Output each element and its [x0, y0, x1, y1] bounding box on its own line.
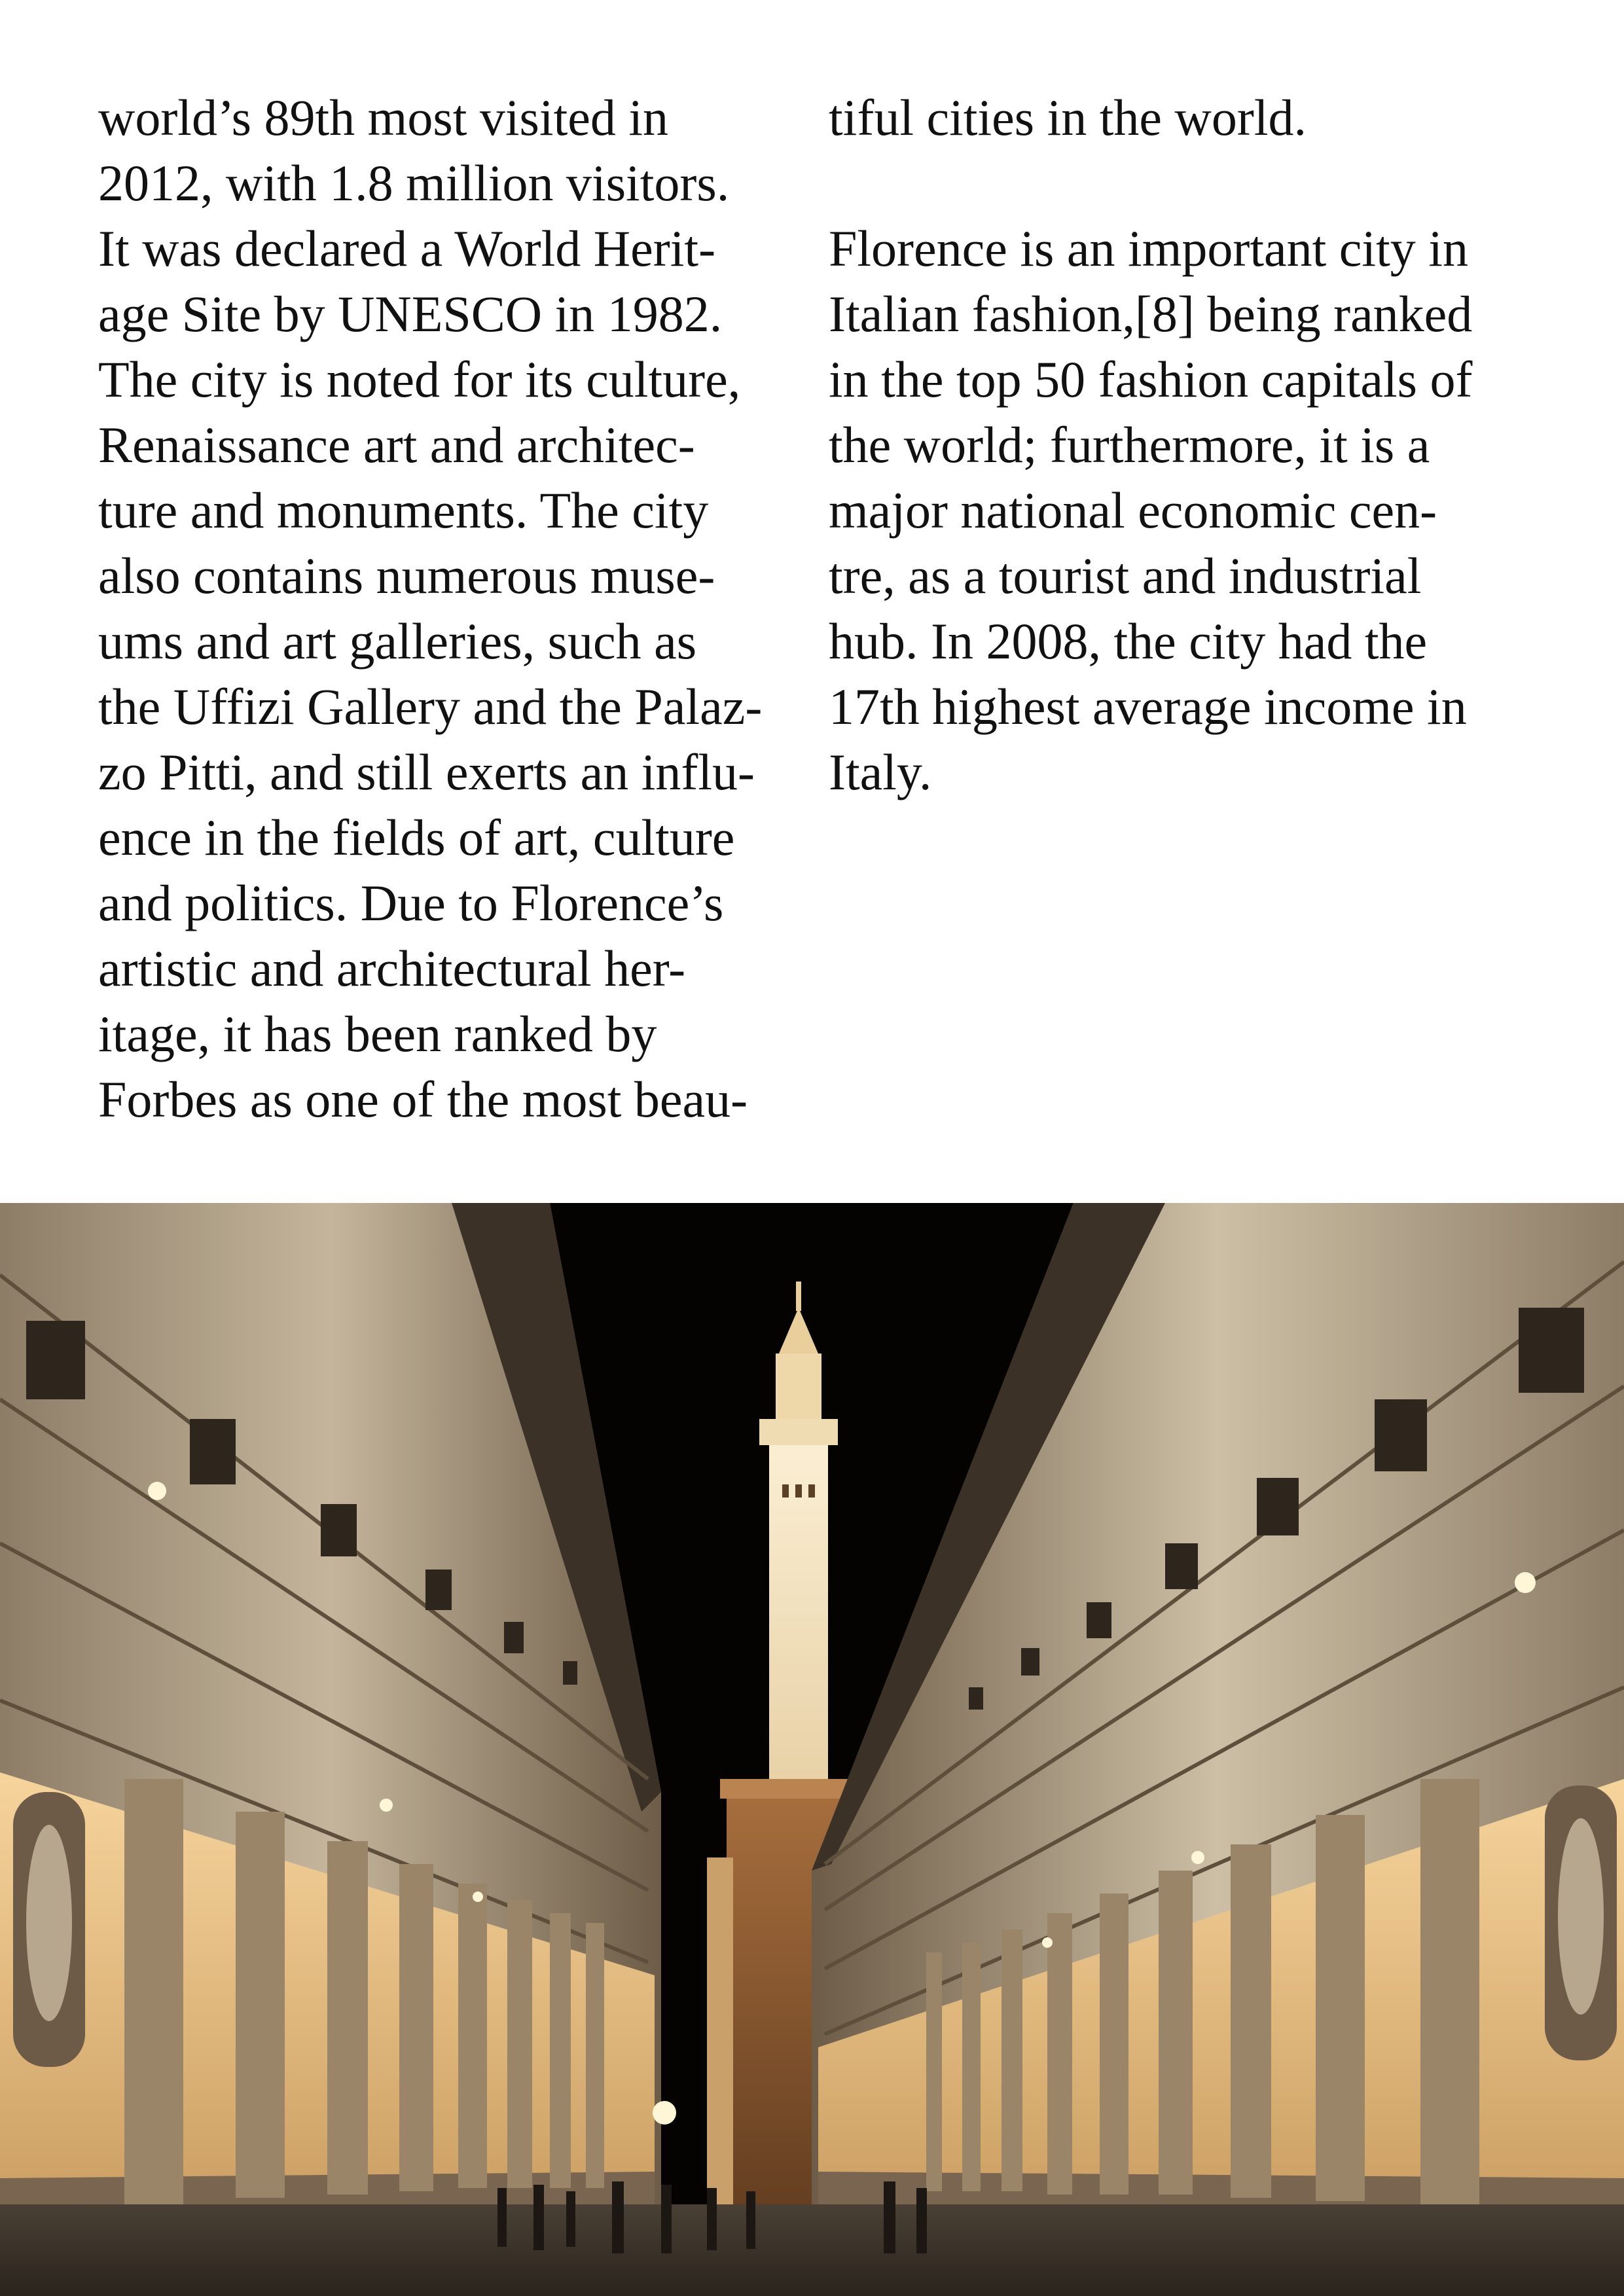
text-line: The city is noted for its culture,: [98, 351, 741, 408]
text-line: hub. In 2008, the city had the: [829, 613, 1428, 670]
text-line: also contains numerous muse-: [98, 547, 715, 604]
text-line: Forbes as one of the most beau-: [98, 1071, 748, 1128]
text-line: zo Pitti, and still exerts an influ-: [98, 744, 755, 800]
text-line: tiful cities in the world.: [829, 89, 1307, 146]
text-line: ture and monuments. The city: [98, 482, 709, 539]
text-line: artistic and architectural her-: [98, 940, 686, 997]
text-line: tre, as a tourist and industrial: [829, 547, 1422, 604]
text-line: Italy.: [829, 744, 932, 800]
paragraph-break: [829, 151, 1562, 216]
text-line: the Uffizi Gallery and the Palaz-: [98, 678, 763, 735]
text-line: age Site by UNESCO in 1982.: [98, 285, 723, 342]
uffizi-night-photo: [0, 1203, 1624, 2296]
text-line: the world; furthermore, it is a: [829, 416, 1430, 473]
text-line: ums and art galleries, such as: [98, 613, 697, 670]
text-column-right: [829, 85, 1562, 805]
text-line: and politics. Due to Florence’s: [98, 874, 724, 931]
text-line: major national economic cen-: [829, 482, 1437, 539]
text-line: Florence is an important city in: [829, 220, 1468, 277]
text-line: Renaissance art and architec-: [98, 416, 695, 473]
text-line: Italian fashion,[8] being ranked: [829, 285, 1473, 342]
text-line: ence in the fields of art, culture: [98, 809, 735, 866]
text-line: itage, it has been ranked by: [98, 1005, 657, 1062]
text-line: It was declared a World Herit-: [98, 220, 716, 277]
text-line: 17th highest average income in: [829, 678, 1467, 735]
text-line: in the top 50 fashion capitals of: [829, 351, 1473, 408]
text-column-left: [98, 85, 799, 1132]
text-line: world’s 89th most visited in: [98, 89, 669, 146]
text-line: 2012, with 1.8 million visitors.: [98, 154, 730, 211]
piazza: [0, 2204, 1624, 2296]
